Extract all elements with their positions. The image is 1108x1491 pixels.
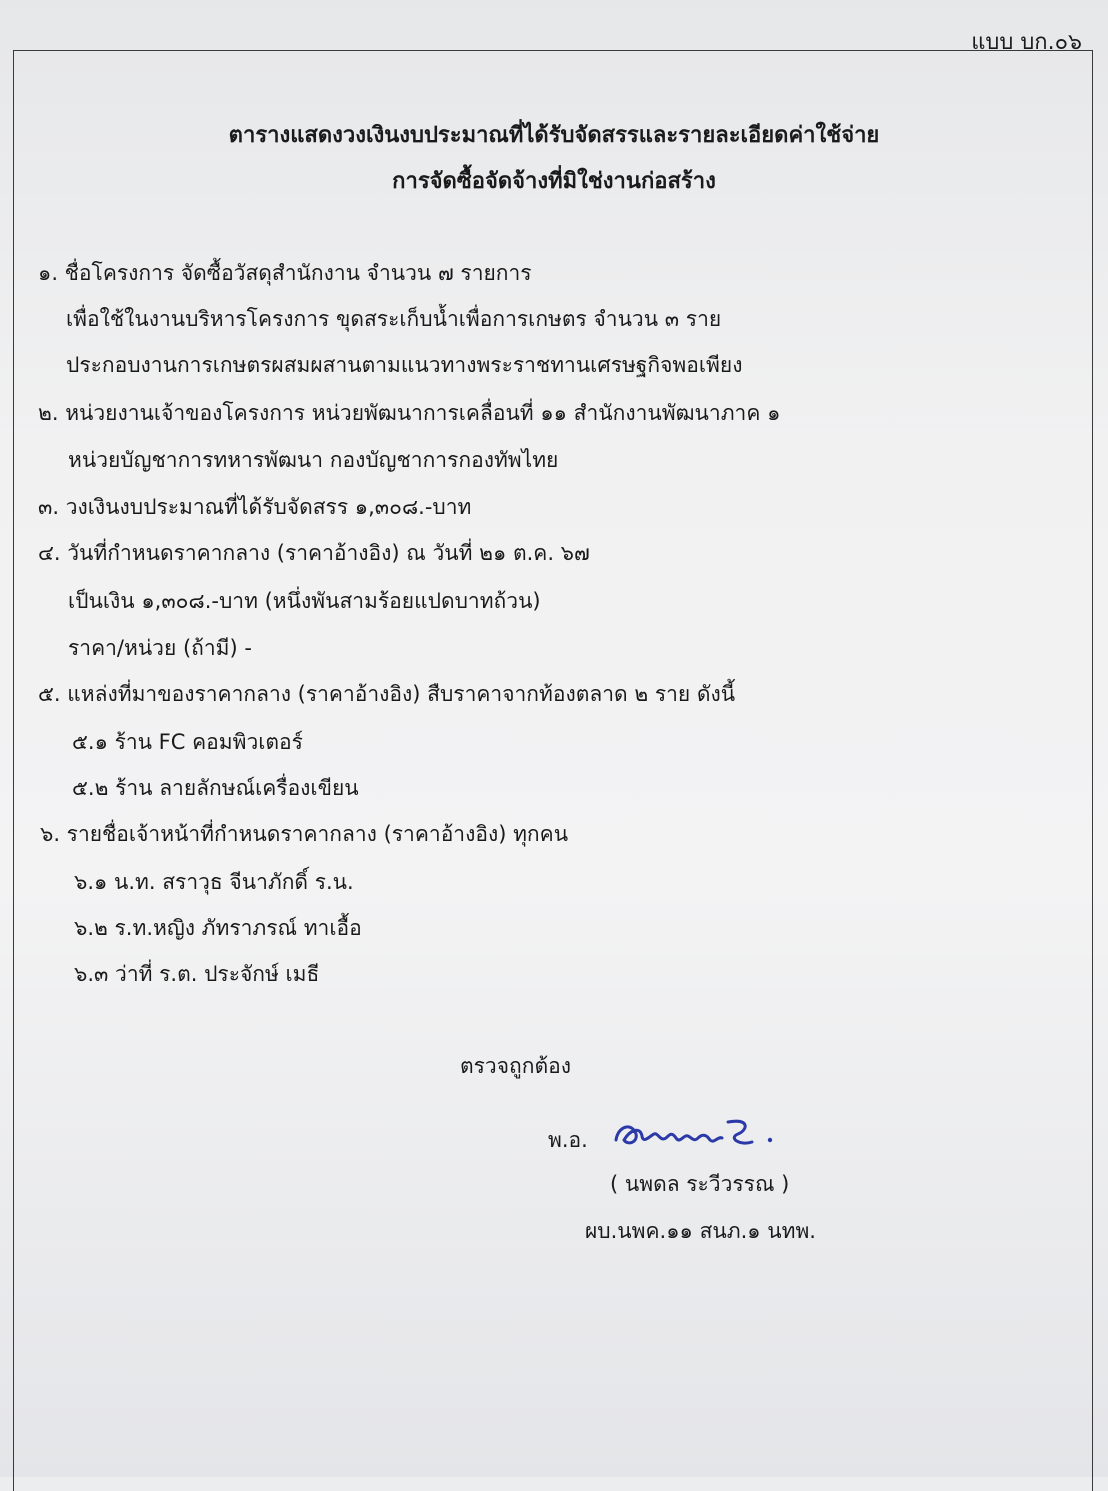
- section-5-line-3: ๕.๒ ร้าน ลายลักษณ์เครื่องเขียน: [72, 776, 359, 800]
- document-subtitle: การจัดซื้อจัดจ้างที่มิใช่งานก่อสร้าง: [392, 169, 716, 194]
- section-5-line-1: ๕. แหล่งที่มาของราคากลาง (ราคาอ้างอิง) สืบราคาจากท้องตลาด ๒ ราย ดังนี้: [38, 682, 736, 706]
- section-5-line-2: ๕.๑ ร้าน FC คอมพิวเตอร์: [72, 730, 303, 754]
- section-3-line-1: ๓. วงเงินงบประมาณที่ได้รับจัดสรร ๑,๓๐๘.-บาท: [38, 495, 472, 519]
- section-1-line-3: ประกอบงานการเกษตรผสมผสานตามแนวทางพระราชทานเศรษฐกิจพอเพียง: [66, 353, 743, 377]
- section-4-line-1: ๔. วันที่กำหนดราคากลาง (ราคาอ้างอิง) ณ วันที่ ๒๑ ต.ค. ๖๗: [38, 541, 590, 565]
- section-6-line-1: ๖. รายชื่อเจ้าหน้าที่กำหนดราคากลาง (ราคาอ้างอิง) ทุกคน: [40, 822, 569, 846]
- certify-text: ตรวจถูกต้อง: [460, 1054, 571, 1078]
- form-code: แบบ บก.๐๖: [971, 30, 1082, 55]
- document-title: ตารางแสดงวงเงินงบประมาณที่ได้รับจัดสรรและรายละเอียดค่าใช้จ่าย: [228, 123, 880, 148]
- handwritten-signature: [610, 1112, 780, 1156]
- section-2-line-2: หน่วยบัญชาการทหารพัฒนา กองบัญชาการกองทัพไทย: [68, 448, 559, 472]
- section-4-line-2: เป็นเงิน ๑,๓๐๘.-บาท (หนึ่งพันสามร้อยแปดบาทถ้วน): [68, 589, 541, 613]
- section-6-line-2: ๖.๑ น.ท. สราวุธ จีนาภักดิ์ ร.น.: [74, 870, 354, 894]
- section-4-line-3: ราคา/หน่วย (ถ้ามี) -: [68, 636, 252, 660]
- section-6-line-4: ๖.๓ ว่าที่ ร.ต. ประจักษ์ เมธี: [74, 962, 320, 986]
- signer-position: ผบ.นพค.๑๑ สนภ.๑ นทพ.: [585, 1219, 816, 1243]
- section-6-line-3: ๖.๒ ร.ท.หญิง ภัทราภรณ์ ทาเอื้อ: [74, 916, 362, 940]
- signer-rank: พ.อ.: [548, 1128, 588, 1152]
- section-2-line-1: ๒. หน่วยงานเจ้าของโครงการ หน่วยพัฒนาการเคลื่อนที่ ๑๑ สำนักงานพัฒนาภาค ๑: [38, 401, 781, 425]
- section-1-line-1: ๑. ชื่อโครงการ จัดซื้อวัสดุสำนักงาน จำนวน ๗ รายการ: [38, 261, 532, 285]
- signer-name: ( นพดล ระวีวรรณ ): [610, 1172, 790, 1196]
- section-1-line-2: เพื่อใช้ในงานบริหารโครงการ ขุดสระเก็บน้ำเพื่อการเกษตร จำนวน ๓ ราย: [66, 307, 722, 331]
